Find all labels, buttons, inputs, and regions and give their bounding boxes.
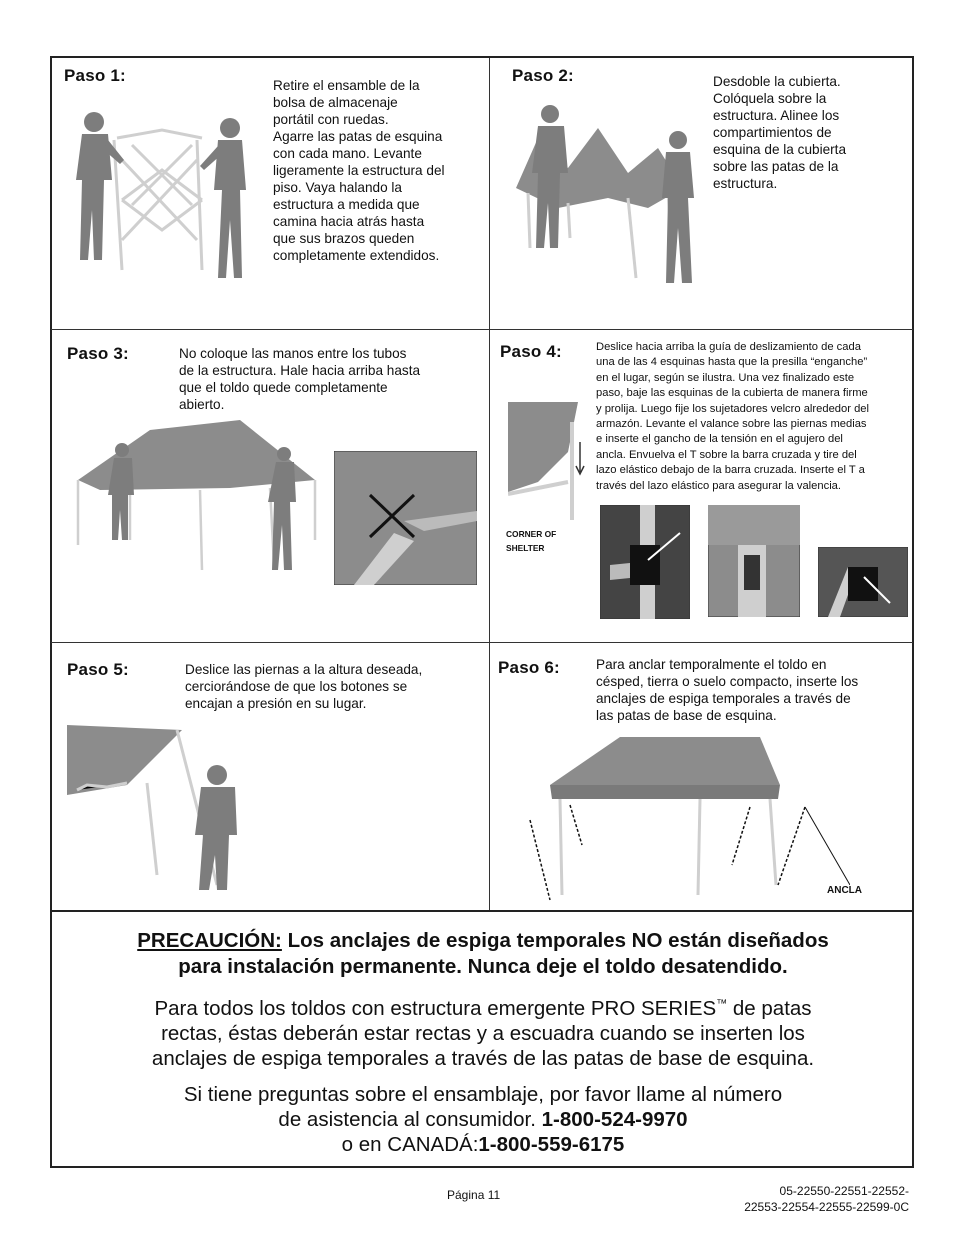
step-4-detail-leg — [708, 505, 800, 617]
support-line-2: de asistencia al consumidor. — [278, 1108, 542, 1131]
step-4-text: Deslice hacia arriba la guía de deslizamiento de cada una de las 4 esquinas hasta que la presilla “enganche” en el lugar, según se ilustra. Una vez finalizado este paso, baje las esquinas de la cubierta de manera firme y prolija. Luego fije los sujetadores velcro alrededor del armazón. Levante el valance sobre las piernas medias e inserte el gancho de la tensión en el agujero del ancla. Envuelva el T sobre la barra cruzada y tire del lazo elástico debajo de la barra cruzada. Inserte el T a través del lazo elástico para asegurar la valencia. — [596, 341, 870, 492]
pro-series-line-1b: de patas — [727, 996, 812, 1020]
support-paragraph — [60, 1082, 906, 1157]
pro-series-paragraph — [60, 992, 906, 1071]
pro-series-line-3: anclajes de espiga temporales a través de las patas de base de esquina. — [151, 1046, 815, 1070]
step-1-label: Paso 1: — [64, 66, 126, 85]
step-6-label: Paso 6: — [498, 658, 560, 677]
step-5-label: Paso 5: — [67, 660, 129, 679]
step-4-detail-clip — [600, 505, 690, 619]
step-4-detail-anchor — [818, 547, 908, 617]
caution-line-2: para instalación permanente. Nunca deje el toldo desatendido. — [178, 955, 788, 978]
row-divider-1 — [51, 329, 913, 330]
page-number: Página 11 — [447, 1188, 501, 1202]
corner-of-shelter-label: CORNER OF SHELTER — [506, 529, 557, 553]
caution-heading — [60, 928, 906, 980]
step-3-text: No coloque las manos entre los tubos de la estructura. Hale hacia arriba hasta que el toldo quede completamente abierto. — [179, 346, 421, 412]
step-6-text: Para anclar temporalmente el toldo en césped, tierra o suelo compacto, inserte los anclajes de espiga temporales a través de las patas de base de esquina. — [596, 657, 859, 723]
step-1-text: Retire el ensamble de la bolsa de almacenaje portátil con ruedas. Agarre las patas de esquina con cada mano. Levante ligeramente la estructura del piso. Vaya halando la estructura a medida que camina hacia atrás hasta que sus brazos queden completamente extendidos. — [273, 78, 445, 263]
phone-us: 1-800-524-9970 — [541, 1108, 688, 1131]
trademark-mark: ™ — [716, 998, 728, 1010]
step-2-illustration — [508, 98, 708, 293]
column-divider — [489, 58, 490, 910]
step-4-corner-illustration — [508, 402, 588, 520]
step-6-illustration — [520, 735, 850, 905]
step-5-text: Deslice las piernas a la altura deseada, cerciorándose de que los botones se encajan a presión en su lugar. — [185, 662, 423, 711]
support-line-1: Si tiene preguntas sobre el ensamblaje, por favor llame al número — [183, 1083, 783, 1106]
support-line-3: o en CANADÁ: — [341, 1133, 479, 1156]
row-divider-2 — [51, 642, 913, 643]
phone-canada: 1-800-559-6175 — [478, 1133, 625, 1156]
caution-label: PRECAUCIÓN: — [137, 929, 282, 952]
step-5-illustration — [67, 725, 247, 895]
ancla-label: ANCLA — [827, 885, 862, 896]
step-4-label: Paso 4: — [500, 342, 562, 361]
caution-line-1: Los anclajes de espiga temporales NO están diseñados — [281, 929, 829, 952]
step-3-detail-image — [334, 451, 477, 585]
document-code: 05-22550-22551-22552- 22553-22554-22555-22599-0C — [744, 1184, 909, 1214]
step-3-illustration — [70, 410, 330, 580]
step-3-label: Paso 3: — [67, 344, 129, 363]
step-1-illustration — [62, 100, 262, 315]
step-2-label: Paso 2: — [512, 66, 574, 85]
pro-series-line-2: rectas, éstas deberán estar rectas y a escuadra cuando se inserten los — [161, 1021, 805, 1045]
pro-series-line-1a: Para todos los toldos con estructura emergente PRO SERIES — [154, 996, 717, 1020]
row-divider-3 — [51, 910, 913, 912]
step-2-text: Desdoble la cubierta. Colóquela sobre la estructura. Alinee los compartimientos de esquina de la cubierta sobre las patas de la estructura. — [713, 74, 847, 191]
